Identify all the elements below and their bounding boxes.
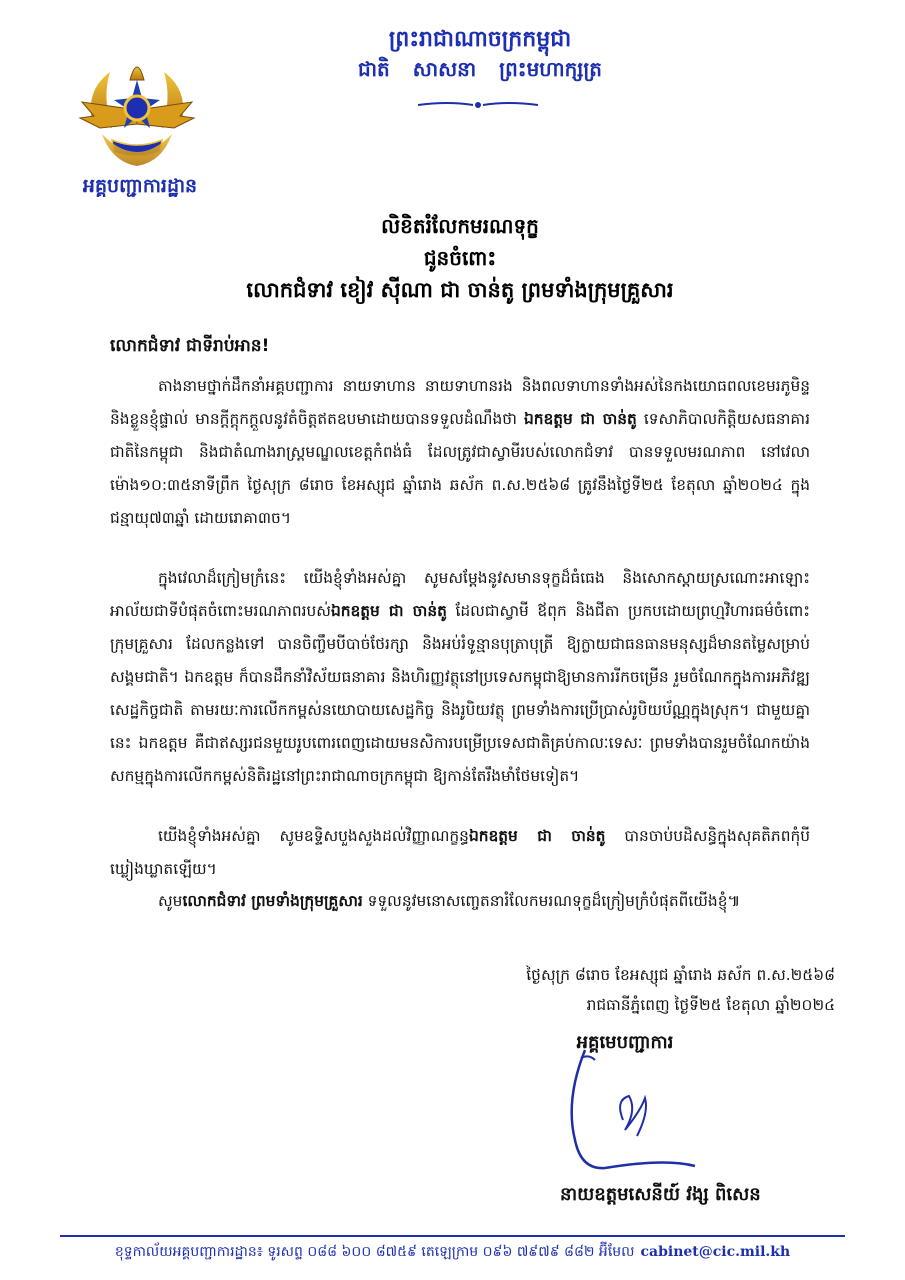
paragraph-text: ទទួលនូវមនោសញ្ចេតនារំលែកមរណទុក្ខដ៏ក្រៀមក្រំបំផុតពីយើងខ្ញុំ៕ xyxy=(362,892,741,910)
paragraph-tribute xyxy=(110,562,810,793)
letter-date xyxy=(526,960,835,1020)
footer-email-link[interactable]: cabinet@cic.mil.kh xyxy=(640,1244,791,1260)
kingdom-name: ព្រះរាជាណាចក្រកម្ពុជា xyxy=(388,26,572,52)
paragraph-text: ទេសាភិបាលកិត្តិយសធនាគារជាតិនៃកម្ពុជា និងជាតំណាងរាស្ត្រមណ្ឌលខេត្តកំពង់ធំ ដែលត្រូវជាស្វាមីរបស់លោកជំទាវ បានទទួលមរណភាព នៅវេលាម៉ោង១០:៣៥នាទីព្រឹក ថ្ងៃសុក្រ ៨រោច ខែអស្សុជ ឆ្នាំរោង ឆស័ក ព.ស.២៥៦៨ ត្រូវនឹងថ្ងៃទី២៥ ខែតុលា ឆ្នាំ២០២៤ ក្នុងជន្មាយុ៧៣ឆ្នាំ ដោយរោគា៣ច។ xyxy=(110,410,810,527)
header-ornament-divider xyxy=(418,98,538,112)
deceased-name: ឯកឧត្តម ជា ចាន់តូ xyxy=(330,602,447,620)
footer-contact xyxy=(60,1240,845,1264)
handwritten-signature xyxy=(545,1040,705,1190)
paragraph-text: សូម xyxy=(158,892,183,910)
lunar-date: ថ្ងៃសុក្រ ៨រោច ខែអស្សុជ ឆ្នាំរោង ឆស័ក ព.ស.២៥៦៨ xyxy=(526,966,835,984)
letter-title: លិខិតរំលែកមរណទុក្ខ xyxy=(381,214,539,238)
deceased-name: ឯកឧត្តម ជា ចាន់តូ xyxy=(468,827,606,845)
emblem-label: អគ្គបញ្ជាការដ្ឋាន xyxy=(82,175,198,197)
paragraph-closing xyxy=(110,885,810,918)
letter-title-block xyxy=(160,210,760,306)
paragraph-text: តាងនាមថ្នាក់ដឹកនាំអគ្គបញ្ជាការ នាយទាហាន នាយទាហានរង និងពលទាហានទាំងអស់នៃកងយោធពលខេមរភូមិន្ទ និងខ្លួនខ្ញុំផ្ទាល់ មានក្តីក្តុកក្តួលនូវតំចិត្តឥតឧបមាដោយបានទទួលដំណឹងថា xyxy=(110,377,810,428)
paragraph-text: បានចាប់បដិសន្ធិក្នុងសុគតិភពកុំបីឃ្លៀងឃ្លាតឡើយ។ xyxy=(110,827,810,878)
paragraph-text: យើងខ្ញុំទាំងអស់គ្នា សូមឧទ្ទិសបួងសួងដល់វិញ្ញាណក្ខន្ធ xyxy=(158,827,469,845)
military-emblem-icon xyxy=(72,50,202,178)
signer-name: នាយឧត្តមសេនីយ៍ វង្ស ពិសេន xyxy=(560,1184,761,1205)
paragraph-text: ក្នុងវេលាដ៏ក្រៀមក្រំនេះ យើងខ្ញុំទាំងអស់គ្នា សូមសម្តែងនូវសមានទុក្ខដ៏ធំធេង និងសោកស្តាយស្រណោះអាឡោះអាល័យជាទីបំផុតចំពោះមរណភាពរបស់ xyxy=(110,569,810,620)
paragraph-prayer xyxy=(110,820,810,886)
recipient-name: លោកជំទាវ ព្រមទាំងក្រុមគ្រួសារ xyxy=(182,892,363,910)
paragraph-announcement xyxy=(110,370,810,535)
paragraph-text: ដែលជាស្វាមី ឪពុក និងជីតា ប្រកបដោយព្រហ្មវិហារធម៌ចំពោះក្រុមគ្រួសារ ដែលកន្លងទៅ បានចិញ្ចឹមបីបាច់ថែរក្សា និងអប់រំទូន្មានបុត្រាបុត្រី ឱ្យក្លាយជាធនធានមនុស្សដ៏មានតម្លៃសម្រាប់សង្គមជាតិ។ ឯកឧត្តម ក៏បានដឹកនាំវិស័យធនាគារ និងហិរញ្ញវត្ថុនៅប្រទេសកម្ពុជាឱ្យមានការរីកចម្រើន រួមចំណែកក្នុងការអភិវឌ្ឍសេដ្ឋកិច្ចជាតិ តាមរយៈការលើកកម្ពស់នយោបាយសេដ្ឋកិច្ច និងរូបិយវត្ថុ ព្រមទាំងការប្រើប្រាស់រូបិយប័ណ្ណក្នុងស្រុក។ ជាមួយគ្នានេះ ឯកឧត្តម គឺជាឥស្សរជនមួយរូបពោរពេញដោយមនសិការបម្រើប្រទេសជាតិគ្រប់កាលៈទេសៈ ព្រមទាំងបានរួមចំណែកយ៉ាងសកម្មក្នុងការលើកកម្ពស់និតិរដ្ឋនៅព្រះរាជាណាចក្រកម្ពុជា ឱ្យកាន់តែរឹងមាំថែមទៀត។ xyxy=(110,602,810,785)
deceased-name: ឯកឧត្តម ជា ចាន់តូ xyxy=(523,410,637,428)
kingdom-header xyxy=(330,24,630,83)
national-motto: ជាតិ សាសនា ព្រះមហាក្សត្រ xyxy=(358,56,602,81)
solar-date: រាជធានីភ្នំពេញ ថ្ងៃទី២៥ ខែតុលា ឆ្នាំ២០២៤ xyxy=(586,996,835,1014)
footer-divider xyxy=(60,1235,845,1237)
footer-contact-text: ខុទ្ទកាល័យអគ្គបញ្ជាការដ្ឋាន៖ ទូរសព្ទ ០៨៨ ៦០០ ៨៧៥៩ តេឡេក្រាម ០៩៦ ៧៩៧៩ ៨៨២ អ៊ីមែល xyxy=(114,1244,635,1260)
salutation: លោកជំទាវ ជាទីរាប់អាន! xyxy=(110,336,270,356)
letter-recipient: លោកជំទាវ ខៀវ ស៊ីណា ជា ចាន់តូ ព្រមទាំងក្រុមគ្រួសារ xyxy=(246,277,674,302)
letter-addressed-to: ជូនចំពោះ xyxy=(423,246,497,270)
signer-title: អគ្គមេបញ្ជាការ xyxy=(576,1032,674,1053)
